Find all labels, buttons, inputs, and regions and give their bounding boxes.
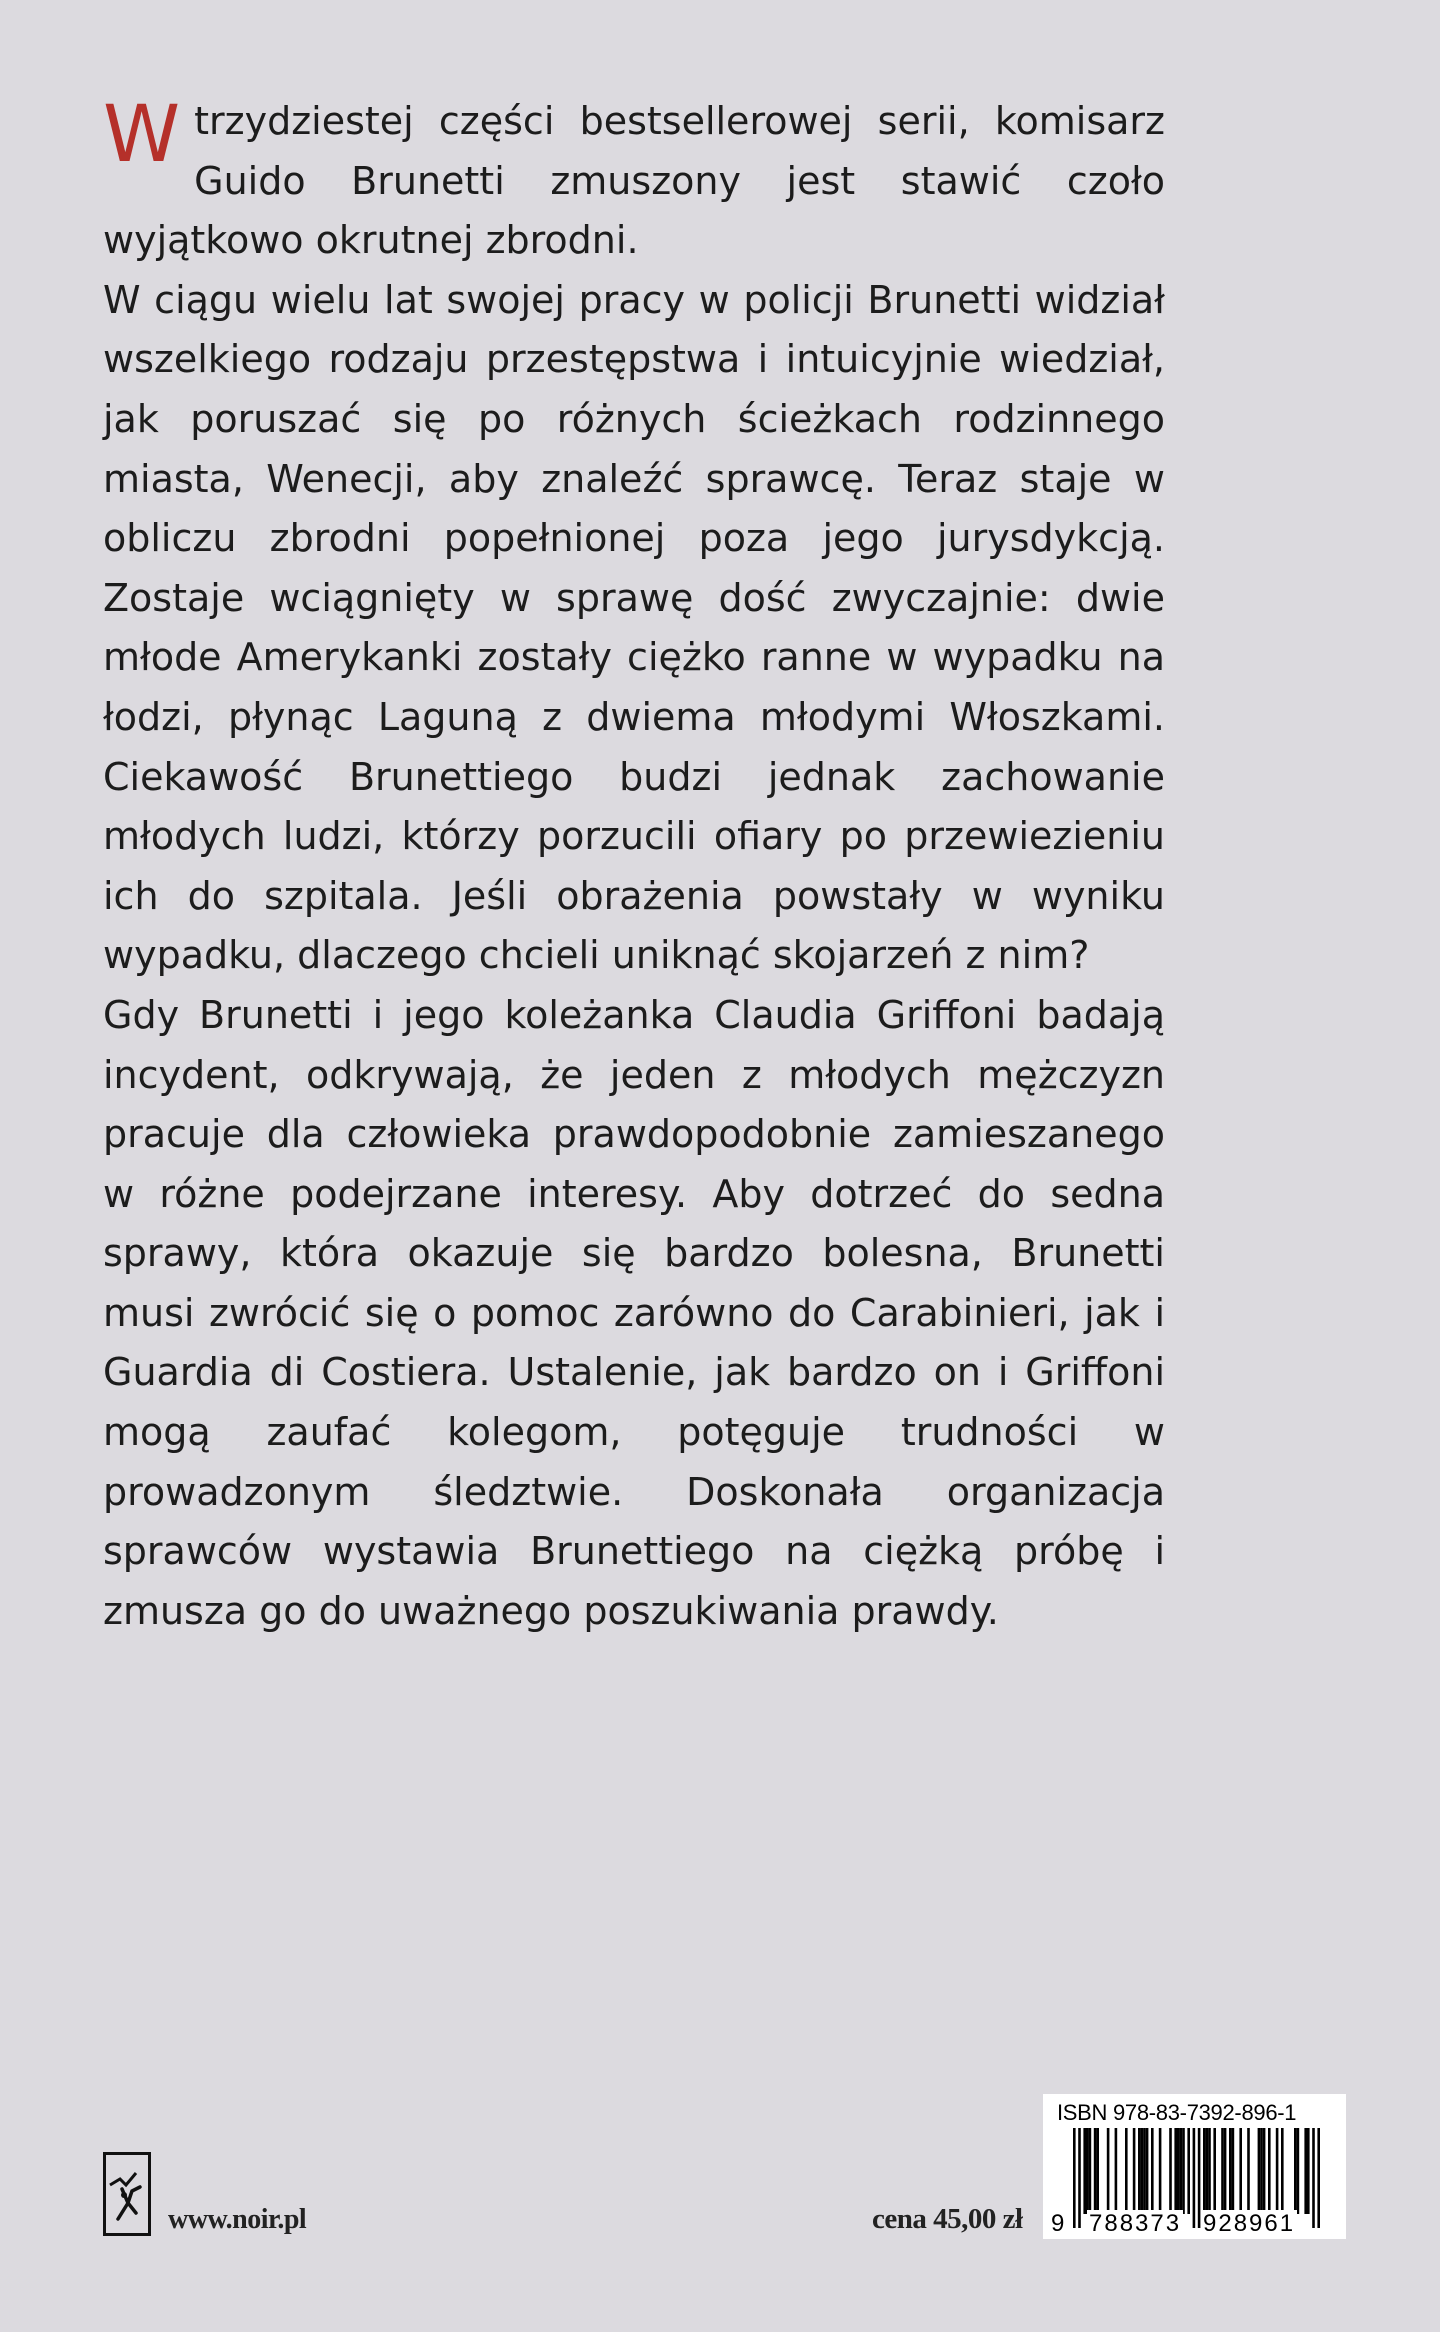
barcode-bar	[1143, 2128, 1146, 2214]
barcode-bar	[1107, 2128, 1110, 2214]
book-blurb	[103, 92, 1165, 1641]
barcode-bar	[1193, 2128, 1196, 2228]
barcode-left-group: 788373	[1089, 2210, 1182, 2237]
barcode-bar	[1073, 2128, 1076, 2228]
barcode-bar	[1078, 2128, 1081, 2228]
barcode-bar	[1086, 2128, 1089, 2214]
barcode-bar	[1276, 2128, 1279, 2214]
barcode-bar	[1094, 2128, 1097, 2214]
dancing-figure-icon	[106, 2155, 148, 2233]
barcode-bar	[1206, 2128, 1209, 2214]
barcode-bar	[1213, 2128, 1216, 2214]
barcode-bar	[1268, 2128, 1271, 2214]
barcode-bar	[1297, 2128, 1300, 2214]
blurb-paragraph-1	[103, 92, 1165, 271]
price-label: cena 45,00 zł	[872, 2203, 1023, 2235]
barcode-right-group: 928961	[1203, 2210, 1296, 2237]
barcode-bar	[1263, 2128, 1266, 2214]
barcode-bar	[1307, 2128, 1310, 2214]
barcode-bar	[1247, 2128, 1250, 2214]
drop-cap: W	[103, 90, 181, 180]
barcode-bar	[1141, 2128, 1144, 2214]
blurb-paragraph-2: W ciągu wielu lat swojej pracy w policji Brunetti widział wszelkiego rodzaju przestępstwa i intuicyjnie wiedział, jak poruszać się po różnych ścieżkach rodzinnego miasta, Wenecji, aby znaleźć sprawcę. Teraz staje w obliczu zbrodni popełnionej poza jego jurysdykcją. Zostaje wciągnięty w sprawę dość zwyczajnie: dwie młode Amerykanki zostały ciężko ranne w wypadku na łodzi, płynąc Laguną z dwiema młodymi Włoszkami. Ciekawość Brunettiego budzi jednak zachowanie młodych ludzi, którzy porzucili ofiary po przewiezieniu ich do szpitala. Jeśli obrażenia powstały w wyniku wypadku, dlaczego chcieli uniknąć skojarzeń z nim?	[103, 277, 1165, 978]
barcode-bar	[1133, 2128, 1136, 2214]
barcode-bar	[1180, 2128, 1183, 2214]
barcode-bar	[1304, 2128, 1307, 2214]
barcode-bar	[1198, 2128, 1201, 2228]
barcode-bar	[1260, 2128, 1263, 2214]
barcode-bar	[1083, 2128, 1086, 2214]
barcode-bar	[1221, 2128, 1224, 2214]
barcode-bar	[1317, 2128, 1320, 2228]
barcode-bar	[1187, 2128, 1190, 2214]
barcode-bar	[1294, 2128, 1297, 2214]
isbn-number: ISBN 978-83-7392-896-1	[1057, 2100, 1297, 2125]
barcode-bar	[1115, 2128, 1118, 2214]
barcode-bar	[1089, 2128, 1092, 2214]
barcode-bar	[1151, 2128, 1154, 2214]
isbn-barcode	[1043, 2094, 1346, 2239]
barcode-bar	[1224, 2128, 1227, 2214]
barcode-bar	[1281, 2128, 1284, 2214]
barcode-first-digit: 9	[1051, 2210, 1065, 2237]
barcode-bar	[1159, 2128, 1162, 2214]
barcode-bar	[1258, 2128, 1261, 2214]
barcode-bar	[1182, 2128, 1185, 2214]
barcode-bar	[1177, 2128, 1180, 2214]
barcode-bar	[1203, 2128, 1206, 2214]
barcode-bar	[1239, 2128, 1242, 2214]
barcode-bar	[1232, 2128, 1235, 2214]
barcode-bar	[1208, 2128, 1211, 2214]
barcode-bar	[1169, 2128, 1172, 2214]
barcode-bar	[1125, 2128, 1128, 2214]
barcode-bar	[1096, 2128, 1099, 2214]
blurb-paragraph-3: Gdy Brunetti i jego koleżanka Claudia Griffoni badają incydent, odkrywają, że jeden z młodych mężczyzn pracuje dla człowieka prawdopodobnie zamieszanego w różne podejrzane interesy. Aby dotrzeć do sedna sprawy, która okazuje się bardzo bolesna, Brunetti musi zwrócić się o pomoc zarówno do Carabinieri, jak i Guardia di Costiera. Ustalenie, jak bardzo on i Griffoni mogą zaufać kolegom, potęguje trudności w prowadzonym śledztwie. Doskonała organizacja sprawców wystawia Brunettiego na ciężką próbę i zmusza go do uważnego poszukiwania prawdy.	[103, 992, 1165, 1633]
barcode-bar	[1174, 2128, 1177, 2214]
barcode-bar	[1138, 2128, 1141, 2214]
blurb-paragraph-1-text: trzydziestej części bestsellerowej serii, komisarz Guido Brunetti zmuszony jest stawić czoło wyjątkowo okrutnej zbrodni.	[103, 99, 1165, 263]
publisher-logo-icon	[103, 2152, 151, 2236]
barcode-bar	[1146, 2128, 1149, 2214]
barcode-bar	[1229, 2128, 1232, 2214]
publisher-website[interactable]: www.noir.pl	[168, 2204, 307, 2235]
barcode-bar	[1312, 2128, 1315, 2228]
